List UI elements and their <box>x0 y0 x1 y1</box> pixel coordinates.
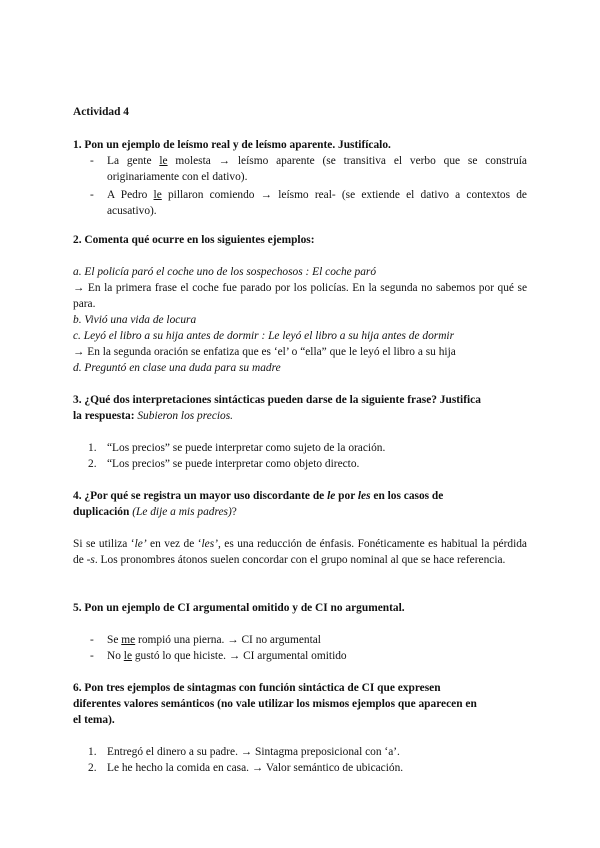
list-item <box>73 648 527 664</box>
list-marker: - <box>90 634 94 646</box>
list-item <box>73 187 527 219</box>
q4-heading-text: en los casos de <box>370 490 444 502</box>
list-item <box>73 744 527 760</box>
answer-text: . Los pronombres átonos suelen concordar con el grupo nominal al que se hace referencia. <box>94 554 506 566</box>
q4-example: (Le dije a mis padres) <box>132 506 232 518</box>
answer-text: Si se utiliza ‘ <box>73 538 135 550</box>
q6-heading-line: diferentes valores semánticos (no vale utilizar los mismos ejemplos que aparecen en <box>73 698 477 710</box>
list-item <box>73 153 527 185</box>
q6-list <box>73 744 527 776</box>
q6-heading-line: 6. Pon tres ejemplos de sintagmas con función sintáctica de CI que expresen <box>73 682 441 694</box>
q4-answer <box>73 536 527 568</box>
item-text: rompió una pierna. → CI no argumental <box>135 634 321 646</box>
q1-list <box>73 153 527 219</box>
q3-example: Subieron los precios. <box>137 410 234 422</box>
item-text: molesta → leísmo aparente (se transitiva el verbo que se construía originariamente con el dativo). <box>107 155 527 183</box>
item-text: Entregó el dinero a su padre. → Sintagma preposicional con ‘a’. <box>107 746 400 758</box>
item-text: pillaron comiendo → leísmo real- (se extiende el dativo a contextos de acusativo). <box>107 189 527 217</box>
q4-heading-text: por <box>335 490 358 502</box>
list-marker: 2. <box>88 458 97 470</box>
example-b: b. Vivió una vida de locura <box>73 314 197 326</box>
q3-list <box>73 440 527 472</box>
q1-heading: 1. Pon un ejemplo de leísmo real y de leísmo aparente. Justifícalo. <box>73 139 391 151</box>
example-c-comment: → En la segunda oración se enfatiza que es ‘el’ o “ella” que le leyó el libro a su hija <box>73 346 456 358</box>
page-title: Actividad 4 <box>73 106 130 118</box>
example-c: c. Leyó el libro a su hija antes de dormir : Le leyó el libro a su hija antes de dormir <box>73 330 455 342</box>
item-text: “Los precios” se puede interpretar como objeto directo. <box>107 458 360 470</box>
q4-heading-text: ? <box>231 506 237 518</box>
q4-heading <box>73 488 527 520</box>
list-marker: 1. <box>88 746 97 758</box>
list-marker: - <box>90 189 94 201</box>
item-text: “Los precios” se puede interpretar como sujeto de la oración. <box>107 442 386 454</box>
q3-heading <box>73 392 527 424</box>
answer-text: en vez de ‘ <box>146 538 202 550</box>
item-text: Se <box>107 634 122 646</box>
q4-heading-text: le <box>327 490 336 502</box>
underlined-pronoun: le <box>123 650 133 662</box>
underlined-pronoun: le <box>153 189 162 201</box>
item-text: No <box>107 650 124 662</box>
list-item <box>73 456 527 472</box>
underlined-pronoun: me <box>121 634 136 646</box>
q5-heading: 5. Pon un ejemplo de CI argumental omitido y de CI no argumental. <box>73 602 405 614</box>
q3-heading-line: 3. ¿Qué dos interpretaciones sintácticas pueden darse de la siguiente frase? Justifica <box>73 394 481 406</box>
answer-text: -s <box>86 554 95 566</box>
item-text: Le he hecho la comida en casa. → Valor semántico de ubicación. <box>107 762 404 774</box>
q5-list <box>73 632 527 664</box>
list-marker: - <box>90 650 94 662</box>
item-text: A Pedro <box>107 189 154 201</box>
answer-text: , es una reducción de énfasis. Fonéticamente es habitual la pérdida de <box>73 538 527 566</box>
q6-heading <box>73 680 527 728</box>
underlined-pronoun: le <box>159 155 168 167</box>
example-a-comment: → En la primera frase el coche fue parado por los policías. En la segunda no sabemos por qué se para. <box>73 282 527 310</box>
item-text: gustó lo que hiciste. → CI argumental omitido <box>132 650 347 662</box>
item-text: La gente <box>107 155 160 167</box>
q4-heading-text: duplicación <box>73 506 130 518</box>
example-d: d. Preguntó en clase una duda para su madre <box>73 362 281 374</box>
q4-heading-text: 4. ¿Por qué se registra un mayor uso discordante de <box>73 490 328 502</box>
q2-body <box>73 264 527 376</box>
list-item <box>73 440 527 456</box>
q2-heading: 2. Comenta qué ocurre en los siguientes ejemplos: <box>73 234 315 246</box>
q3-heading-line: la respuesta: <box>73 410 135 422</box>
example-a: a. El policía paró el coche uno de los sospechosos : El coche paró <box>73 266 377 278</box>
answer-text: le’ <box>134 538 147 550</box>
list-marker: 1. <box>88 442 97 454</box>
list-item <box>73 760 527 776</box>
q4-heading-text: les <box>357 490 371 502</box>
list-marker: 2. <box>88 762 97 774</box>
q6-heading-line: el tema). <box>73 714 115 726</box>
list-item <box>73 632 527 648</box>
list-marker: - <box>90 155 94 167</box>
answer-text: les’ <box>201 538 218 550</box>
